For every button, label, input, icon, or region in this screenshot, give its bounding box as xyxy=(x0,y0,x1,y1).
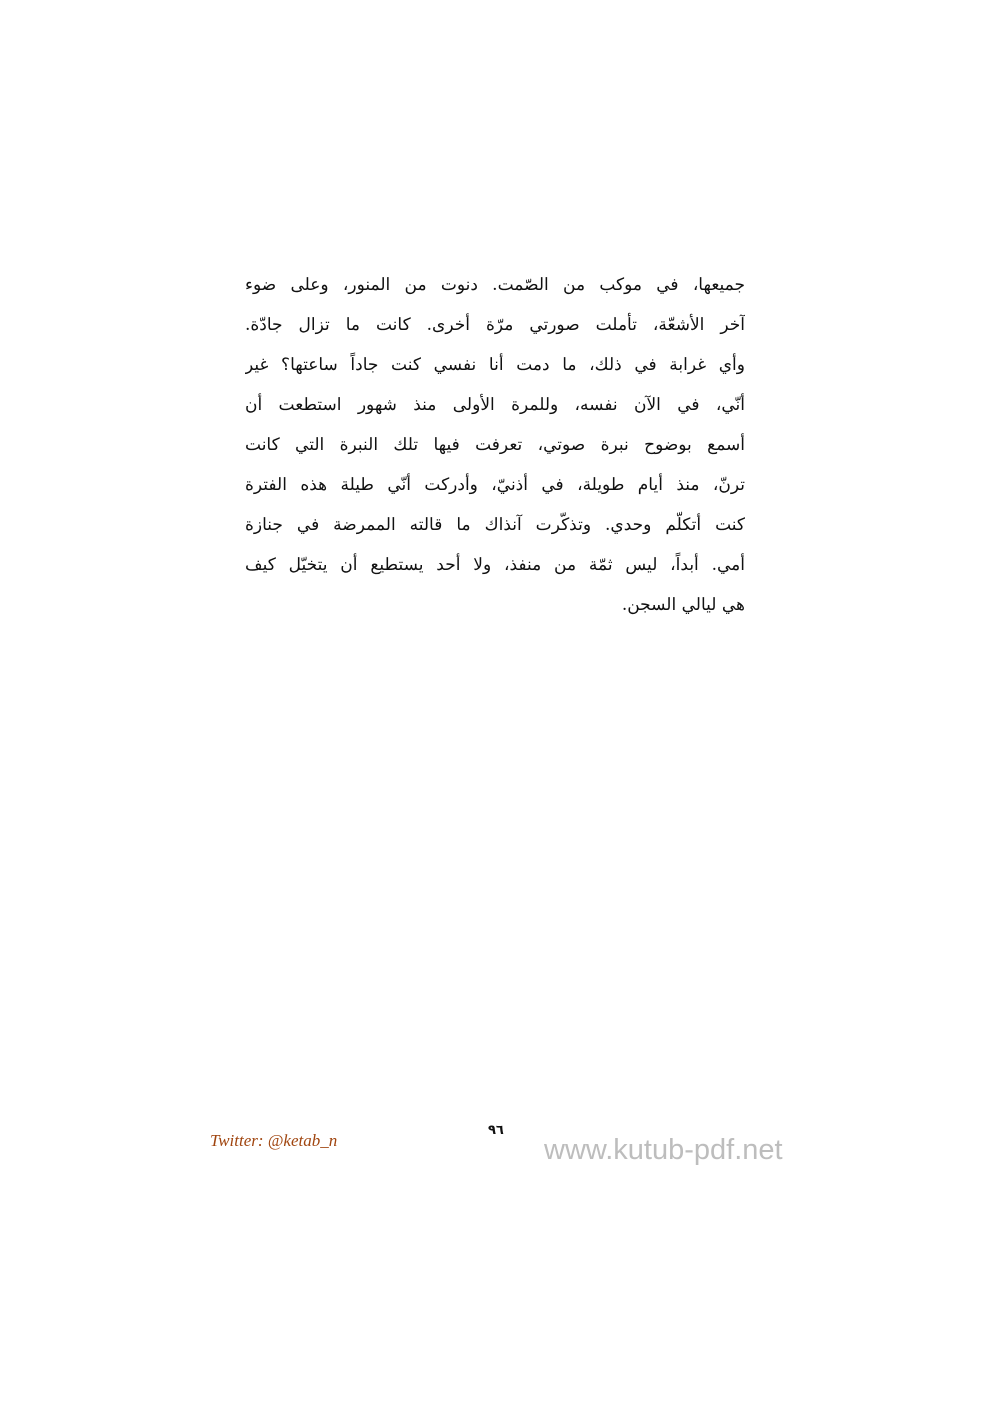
text-line: آخر الأشعّة، تأملت صورتي مرّة أخرى. كانت ما تزال جادّة. xyxy=(245,315,745,335)
text-line: أمي. أبداً، ليس ثمّة من منفذ، ولا أحد يستطيع أن يتخيّل كيف xyxy=(245,555,745,575)
website-watermark: www.kutub-pdf.net xyxy=(544,1134,783,1166)
text-line: كنت أتكلّم وحدي. وتذكّرت آنذاك ما قالته الممرضة في جنازة xyxy=(245,515,745,535)
text-line: جميعها، في موكب من الصّمت. دنوت من المنور، وعلى ضوء xyxy=(245,275,745,295)
body-text xyxy=(245,268,745,628)
text-line: أسمع بوضوح نبرة صوتي، تعرفت فيها تلك النبرة التي كانت xyxy=(245,435,745,455)
text-line: هي ليالي السجن. xyxy=(621,595,745,615)
text-line: أنّي، في الآن نفسه، وللمرة الأولى منذ شهور استطعت أن xyxy=(245,395,745,415)
text-line: ترنّ، منذ أيام طويلة، في أذنيّ، وأدركت أنّي طيلة هذه الفترة xyxy=(245,475,745,495)
text-line: وأي غرابة في ذلك، ما دمت أنا نفسي كنت جاداً ساعتها؟ غير xyxy=(245,355,745,375)
page-number: ٩٦ xyxy=(488,1123,504,1138)
twitter-handle: Twitter: @ketab_n xyxy=(210,1131,338,1150)
